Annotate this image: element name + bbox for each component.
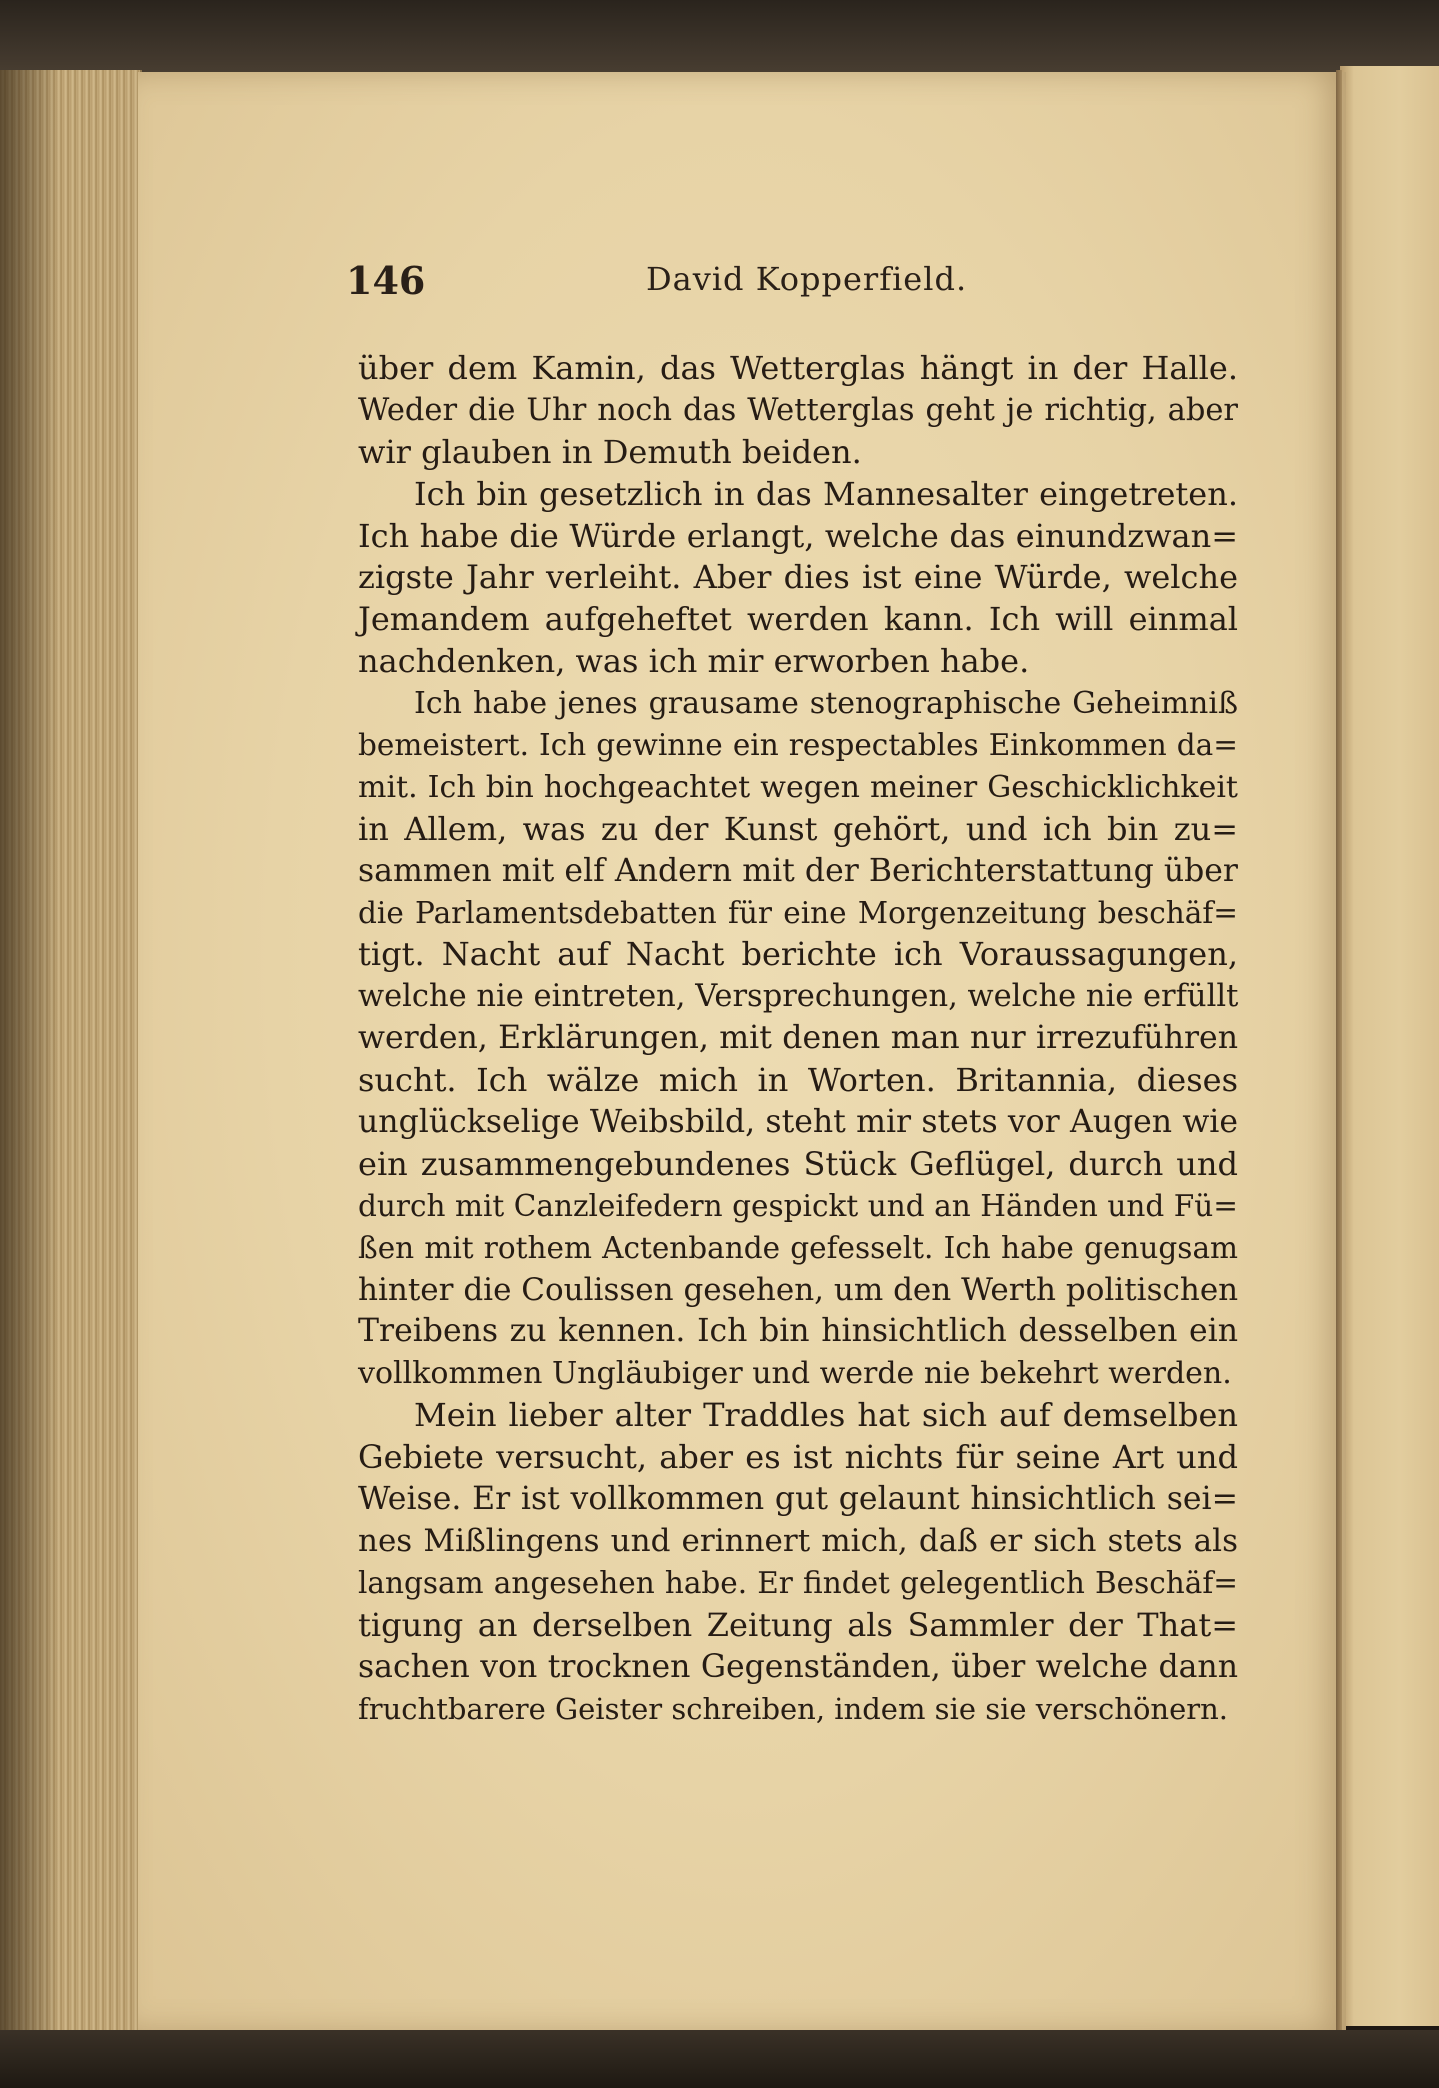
text-line: Ich habe die Würde erlangt, welche das einundzwan= <box>358 516 1238 555</box>
text-line: ßen mit rothem Actenbande gefesselt. Ich habe genugsam <box>358 1230 1238 1265</box>
page-header <box>346 258 1246 318</box>
text-line: hinter die Coulissen gesehen, um den Werth politischen <box>358 1271 1239 1308</box>
text-line: fruchtbarere Geister schreiben, indem sie sie verschönern. <box>358 1691 1229 1726</box>
text-line: Mein lieber alter Traddles hat sich auf demselben <box>414 1396 1238 1435</box>
text-line: vollkommen Ungläubiger und werde nie bekehrt werden. <box>358 1356 1232 1392</box>
text-line: wir glauben in Demuth beiden. <box>358 432 862 471</box>
book-top-edge <box>0 0 1439 78</box>
text-line: sachen von trocknen Gegenständen, über welche dann <box>358 1648 1238 1685</box>
text-line: bemeistert. Ich gewinne ein respectables Einkommen da= <box>358 728 1238 763</box>
text-line: nes Mißlingens und erinnert mich, daß er sich stets als <box>358 1522 1238 1559</box>
text-line: durch mit Canzleifedern gespickt und an Händen und Fü= <box>358 1188 1238 1223</box>
text-line: welche nie eintreten, Versprechungen, welche nie erfüllt <box>358 979 1239 1015</box>
text-line: in Allem, was zu der Kunst gehört, und ich bin zu= <box>358 809 1238 848</box>
text-line: Treibens zu kennen. Ich bin hinsichtlich desselben ein <box>358 1313 1238 1350</box>
text-line: zigste Jahr verleiht. Aber dies ist eine Würde, welche <box>358 558 1238 597</box>
page-edges-shadow <box>0 70 60 2040</box>
page-number: 146 <box>346 258 426 303</box>
text-line: Ich habe jenes grausame stenographische Geheimniß <box>414 686 1238 722</box>
running-head: David Kopperfield. <box>646 260 968 298</box>
text-line: die Parlamentsdebatten für eine Morgenzeitung beschäf= <box>358 895 1238 930</box>
text-line: sammen mit elf Andern mit der Berichterstattung über <box>358 852 1238 889</box>
text-line: Weder die Uhr noch das Wetterglas geht je richtig, aber <box>358 392 1238 428</box>
text-line: ein zusammengebundenes Stück Geflügel, durch und <box>358 1144 1238 1183</box>
text-line: über dem Kamin, das Wetterglas hängt in der Halle. <box>358 349 1238 387</box>
body-text <box>358 348 1238 1730</box>
text-line: tigt. Nacht auf Nacht berichte ich Voraussagungen, <box>358 935 1238 974</box>
text-line: unglückselige Weibsbild, steht mir stets vor Augen wie <box>358 1104 1238 1141</box>
text-line: mit. Ich bin hochgeachtet wegen meiner Geschicklichkeit <box>358 769 1238 805</box>
book-bottom-edge <box>0 2030 1439 2088</box>
text-line: Weise. Er ist vollkommen gut gelaunt hinsichtlich sei= <box>358 1481 1238 1518</box>
text-line: Gebiete versucht, aber es ist nichts für seine Art und <box>358 1438 1238 1477</box>
text-line: nachdenken, was ich mir erworben habe. <box>358 642 1030 681</box>
gutter <box>1336 70 1342 2030</box>
text-line: werden, Erklärungen, mit denen man nur irrezuführen <box>358 1020 1238 1057</box>
text-line: tigung an derselben Zeitung als Sammler der That= <box>358 1605 1238 1644</box>
text-line: Jemandem aufgeheftet werden kann. Ich will einmal <box>358 600 1238 639</box>
text-line: langsam angesehen habe. Er findet gelegentlich Beschäf= <box>358 1565 1238 1600</box>
facing-page-edge <box>1340 66 1439 2026</box>
text-line: sucht. Ich wälze mich in Worten. Britannia, dieses <box>358 1061 1238 1100</box>
text-line: Ich bin gesetzlich in das Mannesalter eingetreten. <box>414 474 1238 513</box>
